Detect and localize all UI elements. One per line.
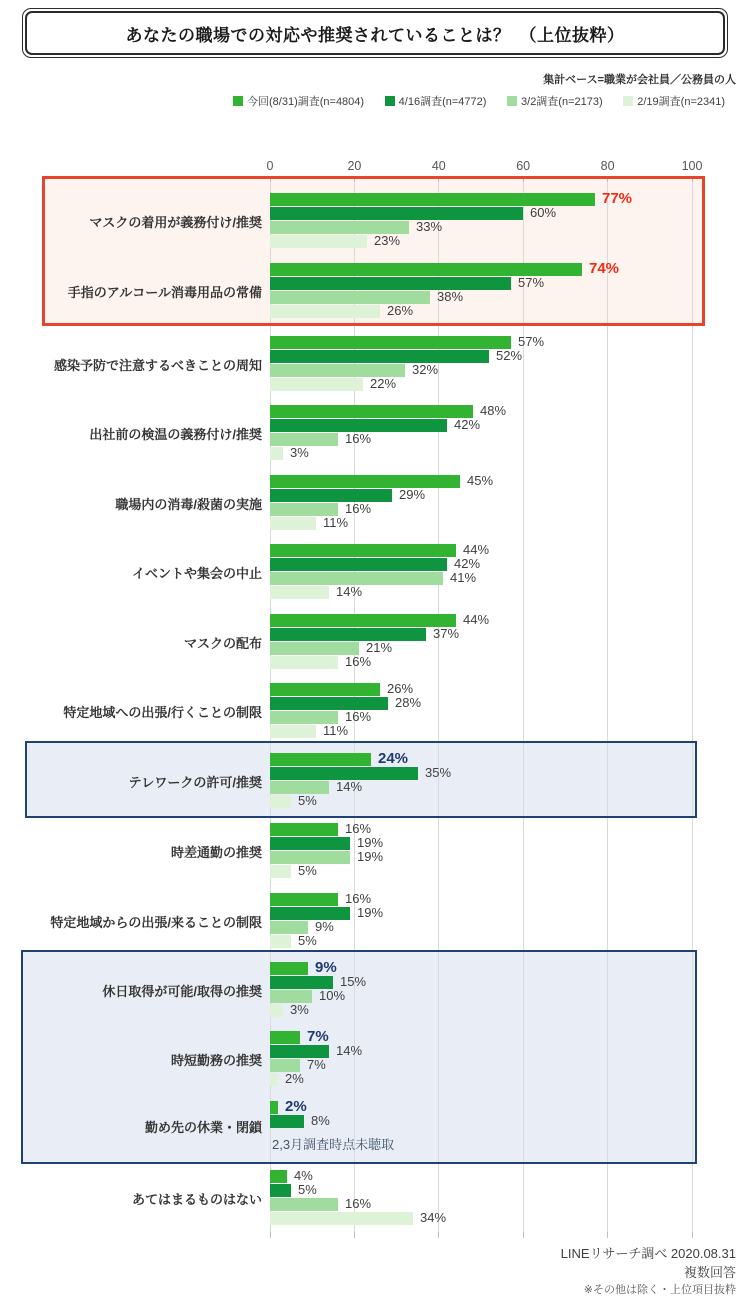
category-label: 出社前の検温の義務付け/推奨 (89, 427, 262, 442)
bar-value-label: 37% (433, 626, 460, 641)
bar-value-label: 5% (298, 793, 317, 808)
bar-value-label: 9% (315, 919, 334, 934)
category-label: 時差通勤の推奨 (170, 845, 262, 860)
bar-value-label: 9% (315, 959, 337, 976)
bar-value-label: 57% (518, 275, 545, 290)
bar-value-label: 4% (294, 1168, 313, 1183)
bar-value-label: 45% (467, 473, 494, 488)
category-label: あてはまるものはない (131, 1192, 262, 1207)
category-label: イベントや集会の中止 (131, 566, 262, 581)
bar-value-label: 10% (319, 988, 346, 1003)
legend-item-label: 2/19調査(n=2341) (637, 96, 725, 108)
bar-value-label: 34% (420, 1210, 447, 1225)
bar (270, 725, 316, 738)
bar (270, 795, 291, 808)
legend-swatch-icon (385, 96, 395, 106)
bar-value-label: 16% (345, 709, 372, 724)
axis-tick-label: 0 (266, 159, 274, 173)
bar-value-label: 16% (345, 1196, 372, 1211)
bar-value-label: 19% (357, 835, 384, 850)
bar (270, 1073, 278, 1086)
axis-tick-mark-bottom (523, 1232, 524, 1238)
legend-swatch-icon (507, 96, 517, 106)
legend-item-label: 4/16調査(n=4772) (398, 96, 487, 108)
bar-value-label: 32% (412, 362, 439, 377)
bar (270, 405, 473, 418)
bar-value-label: 2% (285, 1098, 307, 1115)
category-label: 時短勤務の推奨 (170, 1053, 262, 1068)
bar-value-label: 14% (336, 1043, 363, 1058)
bar-value-label: 19% (357, 849, 384, 864)
category-label: テレワークの許可/推奨 (128, 775, 262, 790)
bar (270, 558, 447, 571)
bar (270, 489, 392, 502)
bar-value-label: 60% (530, 205, 557, 220)
bar-value-label: 7% (307, 1057, 326, 1072)
bar (270, 837, 350, 850)
category-label: 特定地域への出張/行くことの制限 (63, 705, 262, 720)
legend-item-label: 3/2調査(n=2173) (521, 96, 603, 108)
bar (270, 1115, 304, 1128)
bar-value-label: 15% (340, 974, 367, 989)
category-label: マスクの配布 (183, 636, 262, 651)
bar (270, 350, 489, 363)
not-surveyed-note: 2,3月調査時点未聴取 (272, 1137, 395, 1152)
bar (270, 1212, 413, 1225)
axis-tick-mark-top (692, 176, 693, 182)
bar (270, 628, 426, 641)
bar (270, 1101, 278, 1114)
gridline (692, 182, 693, 1232)
legend-swatch-icon (233, 96, 243, 106)
exclusion-note: ※その他は除く・上位項目抜粋 (583, 1284, 736, 1296)
bar (270, 475, 460, 488)
bar-value-label: 19% (357, 905, 384, 920)
category-label: マスクの着用が義務付け/推奨 (89, 215, 262, 230)
legend-item-label: 今回(8/31)調査(n=4804) (247, 96, 365, 108)
legend-item (233, 93, 364, 109)
axis-tick-label: 100 (681, 159, 703, 173)
bar-value-label: 7% (307, 1028, 329, 1045)
bar (270, 336, 511, 349)
bar-value-label: 16% (345, 654, 372, 669)
axis-tick-mark-top (438, 176, 439, 182)
bar-value-label: 14% (336, 584, 363, 599)
bar-value-label: 3% (290, 445, 309, 460)
bar-value-label: 16% (345, 891, 372, 906)
bar-value-label: 23% (374, 233, 401, 248)
category-label: 勤め先の休業・閉鎖 (144, 1120, 262, 1135)
bar-value-label: 35% (425, 765, 452, 780)
bar (270, 517, 316, 530)
bar-value-label: 22% (370, 376, 397, 391)
bar-value-label: 28% (395, 695, 422, 710)
bar-value-label: 74% (589, 260, 620, 277)
bar (270, 935, 291, 948)
bar-value-label: 11% (323, 723, 349, 738)
axis-tick-mark-top (354, 176, 355, 182)
title-box (22, 8, 728, 58)
axis-tick-mark-bottom (607, 1232, 608, 1238)
source-credit: LINEリサーチ調べ 2020.08.31 (560, 1246, 736, 1261)
bar-value-label: 11% (323, 515, 349, 530)
bar-value-label: 14% (336, 779, 363, 794)
axis-tick-mark-bottom (692, 1232, 693, 1238)
bar-value-label: 16% (345, 501, 372, 516)
bar-value-label: 16% (345, 431, 372, 446)
bar (270, 207, 523, 220)
bar-value-label: 26% (387, 681, 414, 696)
axis-tick-mark-top (523, 176, 524, 182)
category-label: 感染予防で注意するべきことの周知 (53, 358, 262, 373)
bar (270, 1031, 300, 1044)
bar (270, 614, 456, 627)
axis-tick-label: 80 (600, 159, 615, 173)
axis-tick-label: 20 (347, 159, 362, 173)
bar-value-label: 5% (298, 863, 317, 878)
bar-value-label: 44% (463, 612, 490, 627)
bar (270, 1184, 291, 1197)
bar (270, 235, 367, 248)
axis-tick-mark-bottom (438, 1232, 439, 1238)
axis-tick-mark-bottom (270, 1232, 271, 1238)
bar (270, 823, 338, 836)
bar (270, 447, 283, 460)
bar-value-label: 33% (416, 219, 443, 234)
bar (270, 1170, 287, 1183)
legend (233, 93, 725, 109)
bar-value-label: 24% (378, 750, 409, 767)
bar-value-label: 44% (463, 542, 490, 557)
bar-value-label: 48% (480, 403, 507, 418)
category-label: 職場内の消毒/殺菌の実施 (115, 497, 262, 512)
bar-value-label: 3% (290, 1002, 309, 1017)
bar (270, 753, 371, 766)
bar-value-label: 42% (454, 417, 481, 432)
page-title: あなたの職場での対応や推奨されていることは？ （上位抜粋） (125, 25, 625, 45)
bar-value-label: 5% (298, 1182, 317, 1197)
bar (270, 1004, 283, 1017)
bar-value-label: 42% (454, 556, 481, 571)
bar (270, 586, 329, 599)
bar-value-label: 8% (311, 1113, 330, 1128)
bar (270, 893, 338, 906)
axis-tick-label: 60 (516, 159, 531, 173)
aggregation-base-note: 集計ベース=職業が会社員／公務員の人 (543, 74, 736, 86)
axis-tick-mark-top (607, 176, 608, 182)
bar-value-label: 16% (345, 821, 372, 836)
bar (270, 683, 380, 696)
axis-tick-label: 40 (431, 159, 446, 173)
bar-value-label: 21% (366, 640, 393, 655)
axis-tick-mark-top (270, 176, 271, 182)
category-label: 特定地域からの出張/来ることの制限 (50, 915, 262, 930)
bar (270, 907, 350, 920)
bar-value-label: 5% (298, 933, 317, 948)
bar-value-label: 38% (437, 289, 464, 304)
answer-type-note: 複数回答 (683, 1265, 736, 1280)
bar (270, 378, 363, 391)
legend-item (385, 93, 487, 109)
legend-item (507, 93, 603, 109)
category-label: 手指のアルコール消毒用品の常備 (67, 285, 262, 300)
bar (270, 305, 380, 318)
legend-swatch-icon (623, 96, 633, 106)
bar (270, 656, 338, 669)
bar-value-label: 41% (450, 570, 477, 585)
bar-value-label: 26% (387, 303, 414, 318)
bar (270, 277, 511, 290)
legend-item (623, 93, 725, 109)
bar-value-label: 29% (399, 487, 426, 502)
gridline (607, 182, 608, 1232)
bar (270, 962, 308, 975)
bar-value-label: 77% (602, 190, 633, 207)
bar-value-label: 2% (285, 1071, 304, 1086)
bar-value-label: 57% (518, 334, 545, 349)
axis-tick-mark-bottom (354, 1232, 355, 1238)
category-label: 休日取得が可能/取得の推奨 (102, 984, 262, 999)
title-box-inner (25, 11, 725, 55)
bar (270, 1198, 338, 1211)
bar-value-label: 52% (496, 348, 523, 363)
bar (270, 865, 291, 878)
bar (270, 544, 456, 557)
